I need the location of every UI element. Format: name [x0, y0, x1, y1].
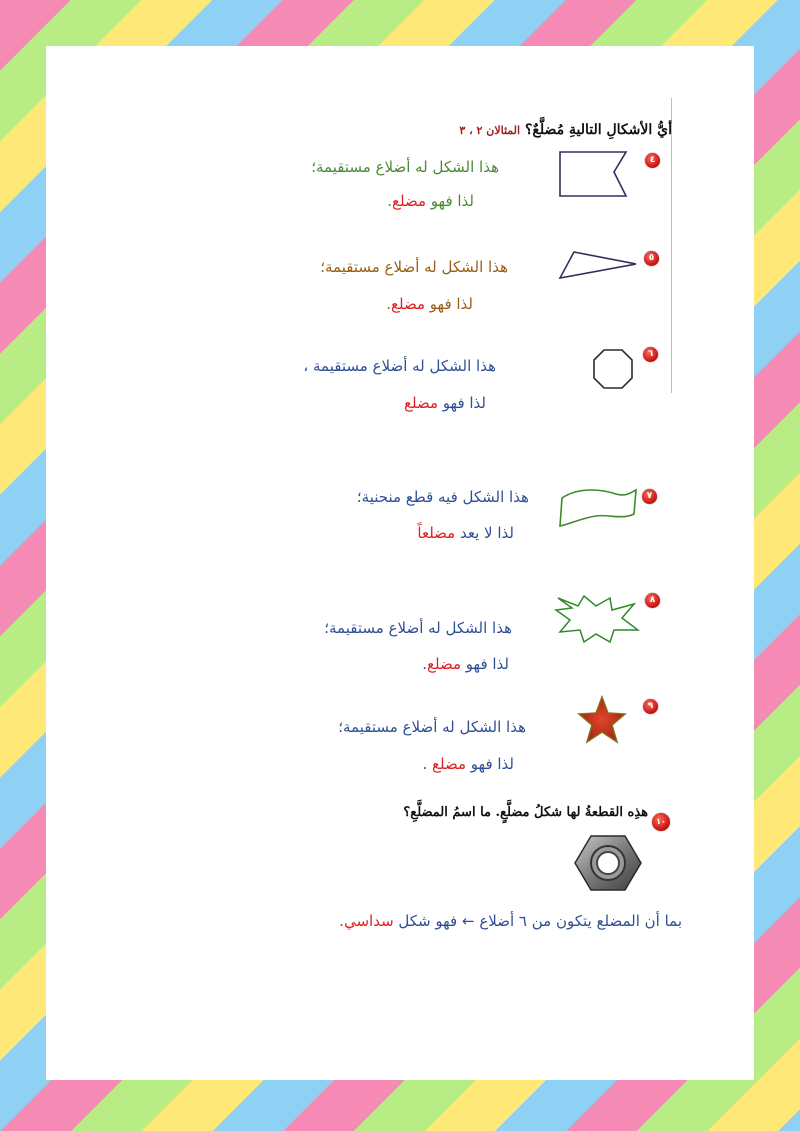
examples-reference: المثالان ٢ ، ٣ — [459, 124, 521, 137]
hex-nut-image — [573, 832, 643, 894]
badge-9: ٩ — [643, 699, 658, 714]
answer-text: بما أن المضلع يتكون من ٦ أضلاع ← فهو شكل سداسي. — [339, 912, 682, 930]
star-shape — [576, 694, 628, 746]
item-6-line-2: لذا فهو مضلع — [404, 394, 486, 412]
item-8-line-1: هذا الشكل له أضلاع مستقيمة؛ — [324, 619, 512, 637]
item-9-line-1: هذا الشكل له أضلاع مستقيمة؛ — [338, 718, 526, 736]
badge-8: ٨ — [645, 593, 660, 608]
badge-4: ٤ — [645, 153, 660, 168]
badge-10: ١٠ — [652, 813, 670, 831]
item-4-line-1: هذا الشكل له أضلاع مستقيمة؛ — [311, 158, 499, 176]
triangle-shape — [556, 246, 640, 284]
divider-line — [671, 98, 672, 393]
item-8-line-2: لذا فهو مضلع. — [422, 655, 509, 673]
item-4-line-2: لذا فهو مضلع. — [387, 192, 474, 210]
starburst-shape — [554, 594, 640, 644]
item-5-line-1: هذا الشكل له أضلاع مستقيمة؛ — [320, 258, 508, 276]
item-5-line-2: لذا فهو مضلع. — [386, 295, 473, 313]
badge-7: ٧ — [642, 489, 657, 504]
exercise-heading — [459, 122, 672, 138]
badge-6: ٦ — [643, 347, 658, 362]
question-10-text: هذِه القطعةُ لها شكلُ مضلَّعٍ. ما اسمُ المضلَّعِ؟ — [403, 805, 648, 820]
badge-5: ٥ — [644, 251, 659, 266]
item-7-line-1: هذا الشكل فيه قطع منحنية؛ — [356, 488, 529, 506]
worksheet-page — [46, 46, 754, 1080]
octagon-shape — [590, 346, 636, 392]
flag-polygon-shape — [558, 148, 630, 200]
wavy-curved-shape — [556, 484, 640, 530]
item-7-line-2: لذا لا يعد مضلعاً — [417, 524, 514, 542]
item-9-line-2: لذا فهو مضلع . — [422, 755, 514, 773]
question-text: أيُّ الأشكالِ التاليةِ مُضلَّعٌ؟ — [524, 122, 672, 138]
item-6-line-1: هذا الشكل له أضلاع مستقيمة ، — [303, 357, 496, 375]
